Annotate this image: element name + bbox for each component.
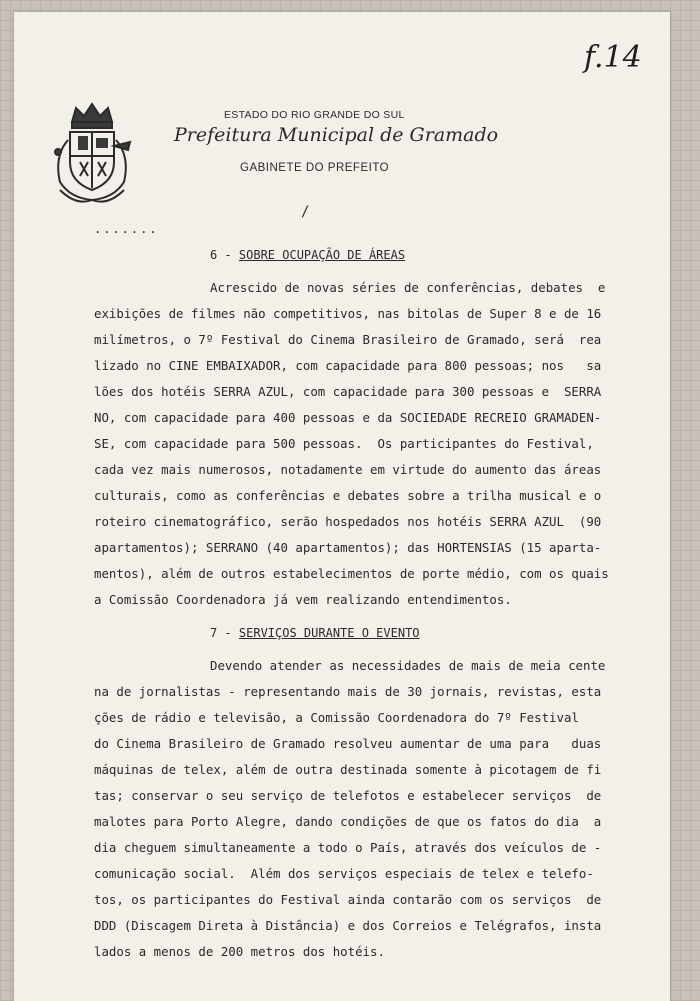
paragraph-line: exibições de filmes não competitivos, nas bitolas de Super 8 e de 16: [94, 306, 602, 321]
paragraph-line: lados a menos de 200 metros dos hotéis.: [94, 944, 385, 959]
paragraph-line: mentos), além de outros estabelecimentos de porte médio, com os quais: [94, 566, 609, 581]
paragraph-line: do Cinema Brasileiro de Gramado resolveu aumentar de uma para duas: [94, 736, 602, 751]
paragraph-line: SE, com capacidade para 500 pessoas. Os participantes do Festival,: [94, 436, 594, 451]
dotted-marker: .......: [94, 222, 159, 236]
paragraph-line: Devendo atender as necessidades de mais de meia cente: [210, 658, 606, 673]
paragraph-line: DDD (Discagem Direta à Distância) e dos Correios e Telégrafos, insta: [94, 918, 602, 933]
paragraph-line: lizado no CINE EMBAIXADOR, com capacidade para 800 pessoas; nos sa: [94, 358, 602, 373]
section-7-number: 7 -: [210, 626, 239, 640]
paragraph-line: tas; conservar o seu serviço de telefotos e estabelecer serviços de: [94, 788, 602, 803]
folio-number: f.14: [584, 40, 642, 75]
paragraph-line: roteiro cinematográfico, serão hospedados nos hotéis SERRA AZUL (90: [94, 514, 602, 529]
paragraph-line: malotes para Porto Alegre, dando condições de que os fatos do dia a: [94, 814, 602, 829]
municipal-coat-of-arms-icon: [50, 100, 134, 212]
paragraph-line: a Comissão Coordenadora já vem realizando entendimentos.: [94, 592, 512, 607]
state-name: ESTADO DO RIO GRANDE DO SUL: [224, 109, 405, 121]
section-6-title: SOBRE OCUPAÇÃO DE ÁREAS: [238, 248, 406, 262]
paragraph-line: NO, com capacidade para 400 pessoas e da SOCIEDADE RECREIO GRAMADEN-: [94, 410, 602, 425]
section-6-heading: [210, 248, 405, 262]
section-7-heading: [210, 626, 420, 640]
paragraph-line: culturais, como as conferências e debates sobre a trilha musical e o: [94, 488, 602, 503]
paragraph-line: ções de rádio e televisão, a Comissão Coordenadora do 7º Festival: [94, 710, 579, 725]
gabinete-subtitle: GABINETE DO PREFEITO: [240, 162, 390, 174]
paragraph-line: na de jornalistas - representando mais de 30 jornais, revistas, esta: [94, 684, 602, 699]
paragraph-line: milímetros, o 7º Festival do Cinema Brasileiro de Gramado, será rea: [94, 332, 602, 347]
section-7-title: SERVIÇOS DURANTE O EVENTO: [238, 626, 420, 640]
paragraph-line: apartamentos); SERRANO (40 apartamentos); das HORTENSIAS (15 aparta-: [94, 540, 602, 555]
document-page: [14, 12, 670, 1001]
paragraph-line: tos, os participantes do Festival ainda contarão com os serviços de: [94, 892, 602, 907]
section-6-number: 6 -: [210, 248, 239, 262]
paragraph-line: máquinas de telex, além de outra destinada somente à picotagem de fi: [94, 762, 602, 777]
paragraph-line: comunicação social. Além dos serviços especiais de telex e telefo-: [94, 866, 594, 881]
paragraph-line: lões dos hotéis SERRA AZUL, com capacidade para 300 pessoas e SERRA: [94, 384, 602, 399]
paragraph-line: cada vez mais numerosos, notadamente em virtude do aumento das áreas: [94, 462, 602, 477]
prefeitura-title: Prefeitura Municipal de Gramado: [174, 124, 499, 146]
paragraph-line: Acrescido de novas séries de conferências, debates e: [210, 280, 606, 295]
paragraph-line: dia cheguem simultaneamente a todo o País, através dos veículos de -: [94, 840, 602, 855]
pen-mark: /: [301, 204, 310, 220]
